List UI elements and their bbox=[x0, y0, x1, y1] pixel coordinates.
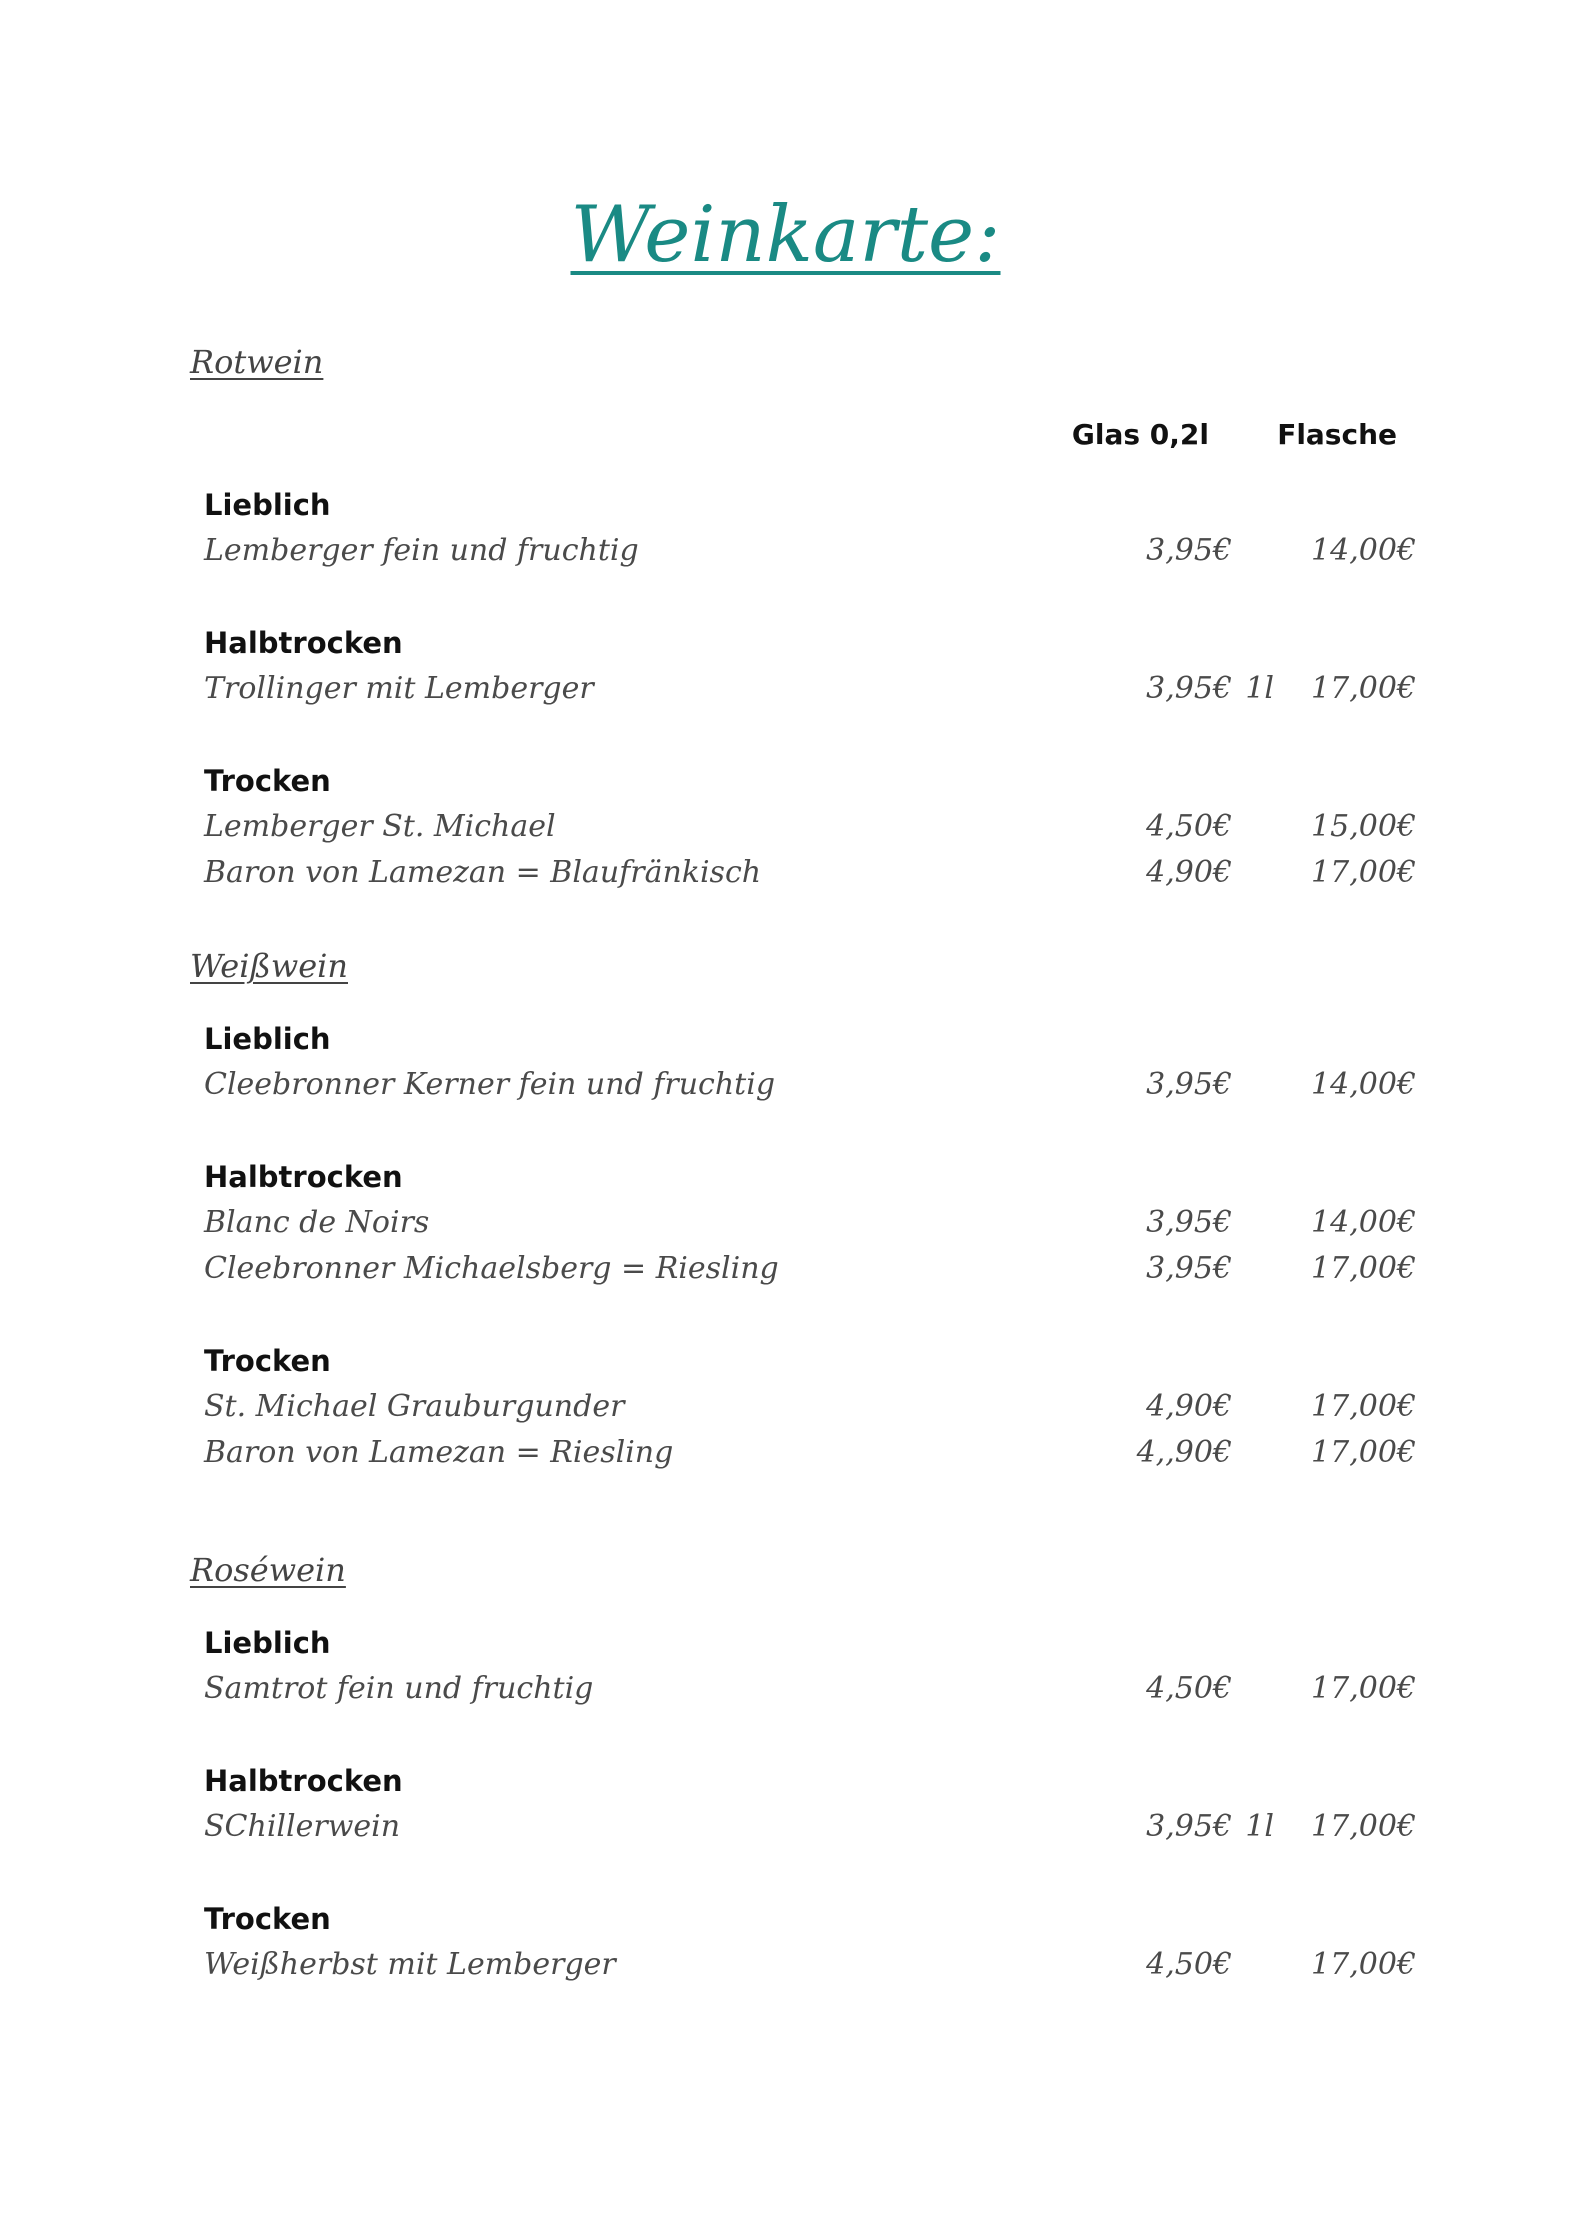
glass-price: 4,50€ bbox=[1146, 809, 1232, 844]
group-halbtrocken bbox=[204, 1758, 1416, 1850]
volume: 1l bbox=[1245, 1809, 1274, 1844]
wine-row bbox=[204, 666, 1416, 712]
glass-price: 4,,90€ bbox=[1136, 1435, 1232, 1470]
wine-name: Lemberger fein und fruchtig bbox=[204, 533, 639, 568]
section-title: Weißwein bbox=[190, 947, 348, 985]
glass-price: 3,95€ bbox=[1146, 1205, 1232, 1240]
bottle-price: 17,00€ bbox=[1311, 1435, 1416, 1470]
bottle-price: 17,00€ bbox=[1311, 671, 1416, 706]
group-title: Lieblich bbox=[204, 1626, 331, 1660]
bottle-price: 17,00€ bbox=[1311, 1251, 1416, 1286]
glass-price: 3,95€ bbox=[1146, 1809, 1232, 1844]
group-title: Halbtrocken bbox=[204, 626, 403, 660]
section-weisswein bbox=[190, 942, 1416, 1476]
wine-name: St. Michael Grauburgunder bbox=[204, 1389, 625, 1424]
group-title: Lieblich bbox=[204, 488, 331, 522]
wine-row bbox=[204, 1246, 1416, 1292]
group-title: Halbtrocken bbox=[204, 1764, 403, 1798]
bottle-price: 17,00€ bbox=[1311, 1671, 1416, 1706]
glass-price: 4,50€ bbox=[1146, 1671, 1232, 1706]
wine-row bbox=[204, 1942, 1416, 1988]
group-lieblich bbox=[204, 1620, 1416, 1712]
bottle-price: 14,00€ bbox=[1311, 533, 1416, 568]
bottle-price: 17,00€ bbox=[1311, 1947, 1416, 1982]
wine-name: Trollinger mit Lemberger bbox=[204, 671, 594, 706]
bottle-price: 15,00€ bbox=[1311, 809, 1416, 844]
group-halbtrocken bbox=[204, 1154, 1416, 1292]
bottle-price: 14,00€ bbox=[1311, 1205, 1416, 1240]
bottle-price: 17,00€ bbox=[1311, 1809, 1416, 1844]
glass-price: 3,95€ bbox=[1146, 533, 1232, 568]
wine-row bbox=[204, 1804, 1416, 1850]
group-trocken bbox=[204, 1338, 1416, 1476]
bottle-price: 17,00€ bbox=[1311, 1389, 1416, 1424]
page-title: Weinkarte: bbox=[570, 190, 1001, 280]
group-halbtrocken bbox=[204, 620, 1416, 712]
section-rosewein bbox=[190, 1546, 1416, 1988]
section-rotwein bbox=[190, 338, 1416, 896]
section-title: Roséwein bbox=[190, 1551, 346, 1589]
group-trocken bbox=[204, 758, 1416, 896]
wine-row bbox=[204, 528, 1416, 574]
wine-name: Cleebronner Michaelsberg = Riesling bbox=[204, 1251, 779, 1286]
wine-row bbox=[204, 1200, 1416, 1246]
wine-name: Baron von Lamezan = Riesling bbox=[204, 1435, 674, 1470]
wine-name: Baron von Lamezan = Blaufränkisch bbox=[204, 855, 762, 890]
column-header-flasche: Flasche bbox=[1277, 418, 1397, 451]
glass-price: 4,90€ bbox=[1146, 855, 1232, 890]
group-title: Lieblich bbox=[204, 1022, 331, 1056]
glass-price: 3,95€ bbox=[1146, 671, 1232, 706]
group-lieblich bbox=[204, 482, 1416, 574]
group-title: Halbtrocken bbox=[204, 1160, 403, 1194]
bottle-price: 14,00€ bbox=[1311, 1067, 1416, 1102]
wine-name: SChillerwein bbox=[204, 1809, 401, 1844]
glass-price: 3,95€ bbox=[1146, 1251, 1232, 1286]
group-title: Trocken bbox=[204, 764, 331, 798]
wine-row bbox=[204, 1430, 1416, 1476]
glass-price: 4,50€ bbox=[1146, 1947, 1232, 1982]
section-title: Rotwein bbox=[190, 343, 324, 381]
wine-row bbox=[204, 1062, 1416, 1108]
wine-name: Weißherbst mit Lemberger bbox=[204, 1947, 616, 1982]
glass-price: 4,90€ bbox=[1146, 1389, 1232, 1424]
wine-row bbox=[204, 850, 1416, 896]
group-lieblich bbox=[204, 1016, 1416, 1108]
bottle-price: 17,00€ bbox=[1311, 855, 1416, 890]
wine-name: Blanc de Noirs bbox=[204, 1205, 430, 1240]
group-title: Trocken bbox=[204, 1344, 331, 1378]
wine-name: Samtrot fein und fruchtig bbox=[204, 1671, 594, 1706]
wine-row bbox=[204, 1666, 1416, 1712]
column-header-glas: Glas 0,2l bbox=[1071, 418, 1209, 451]
group-trocken bbox=[204, 1896, 1416, 1988]
group-title: Trocken bbox=[204, 1902, 331, 1936]
glass-price: 3,95€ bbox=[1146, 1067, 1232, 1102]
wine-row bbox=[204, 1384, 1416, 1430]
wine-name: Lemberger St. Michael bbox=[204, 809, 556, 844]
volume: 1l bbox=[1245, 671, 1274, 706]
wine-row bbox=[204, 804, 1416, 850]
wine-name: Cleebronner Kerner fein und fruchtig bbox=[204, 1067, 776, 1102]
